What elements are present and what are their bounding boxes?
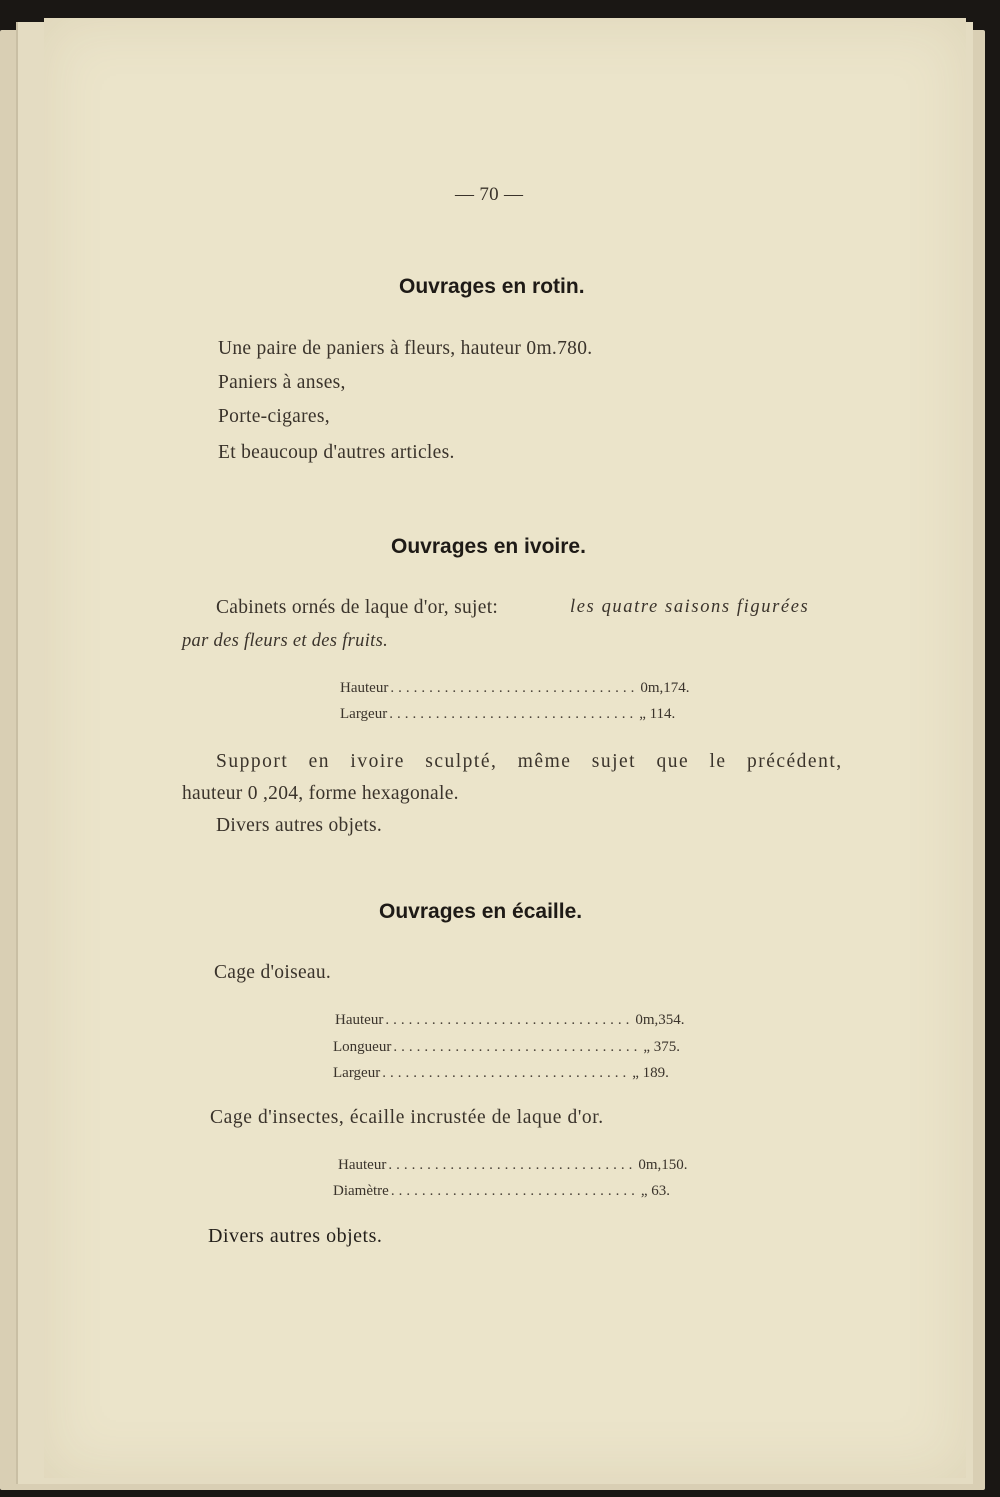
page-number: — 70 — [455,184,524,205]
ivoire-measure-hauteur [340,680,690,697]
heading-ivoire: Ouvrages en ivoire. [391,535,586,558]
cabinet-intro: Cabinets ornés de laque d'or, sujet: [216,597,499,618]
cage-insectes: Cage d'insectes, écaille incrustée de laque d'or. [210,1107,604,1128]
dot-leader: ................................ [385,1012,634,1028]
support-line-1: Support en ivoire sculpté, même sujet que le précédent, [216,751,843,772]
dot-leader: ................................ [390,1183,639,1199]
cage-oiseau: Cage d'oiseau. [214,962,332,983]
ivoire-measure-largeur [340,706,676,723]
measure-label: Largeur [340,706,388,722]
measure-label: Hauteur [335,1012,384,1028]
ivoire-other: Divers autres objets. [216,815,383,836]
rotin-line-3: Porte-cigares, [218,406,330,427]
measure-value: „ 375. [643,1039,680,1055]
insectes-measure-diametre [333,1183,670,1200]
support-line-2: hauteur 0 ,204, forme hexagonale. [182,783,459,804]
measure-label: Hauteur [338,1157,387,1173]
dot-leader: ................................ [389,706,638,722]
oiseau-measure-longueur [333,1039,680,1056]
dot-leader: ................................ [393,1039,642,1055]
measure-label: Hauteur [340,680,389,696]
measure-value: „ 114. [639,706,676,722]
insectes-measure-hauteur [338,1157,688,1174]
measure-value: 0m,354. [635,1012,685,1028]
paper-sheet [44,18,966,1478]
cabinet-italic-1: les quatre saisons figurées [570,597,810,617]
measure-value: „ 63. [640,1183,670,1199]
rotin-line-2: Paniers à anses, [218,372,346,393]
measure-label: Largeur [333,1065,381,1081]
heading-rotin: Ouvrages en rotin. [399,275,585,298]
ecaille-other: Divers autres objets. [208,1225,383,1247]
measure-label: Diamètre [333,1183,389,1199]
rotin-line-1: Une paire de paniers à fleurs, hauteur 0m.780. [218,338,593,359]
measure-label: Longueur [333,1039,392,1055]
dot-leader: ................................ [390,680,639,696]
oiseau-measure-hauteur [335,1012,685,1029]
measure-value: 0m,174. [640,680,690,696]
rotin-line-4: Et beaucoup d'autres articles. [218,442,455,463]
oiseau-measure-largeur [333,1065,669,1082]
heading-ecaille: Ouvrages en écaille. [379,900,583,923]
cabinet-italic-2: par des fleurs et des fruits. [182,631,389,651]
dot-leader: ................................ [388,1157,637,1173]
dot-leader: ................................ [382,1065,631,1081]
measure-value: „ 189. [632,1065,669,1081]
measure-value: 0m,150. [638,1157,688,1173]
